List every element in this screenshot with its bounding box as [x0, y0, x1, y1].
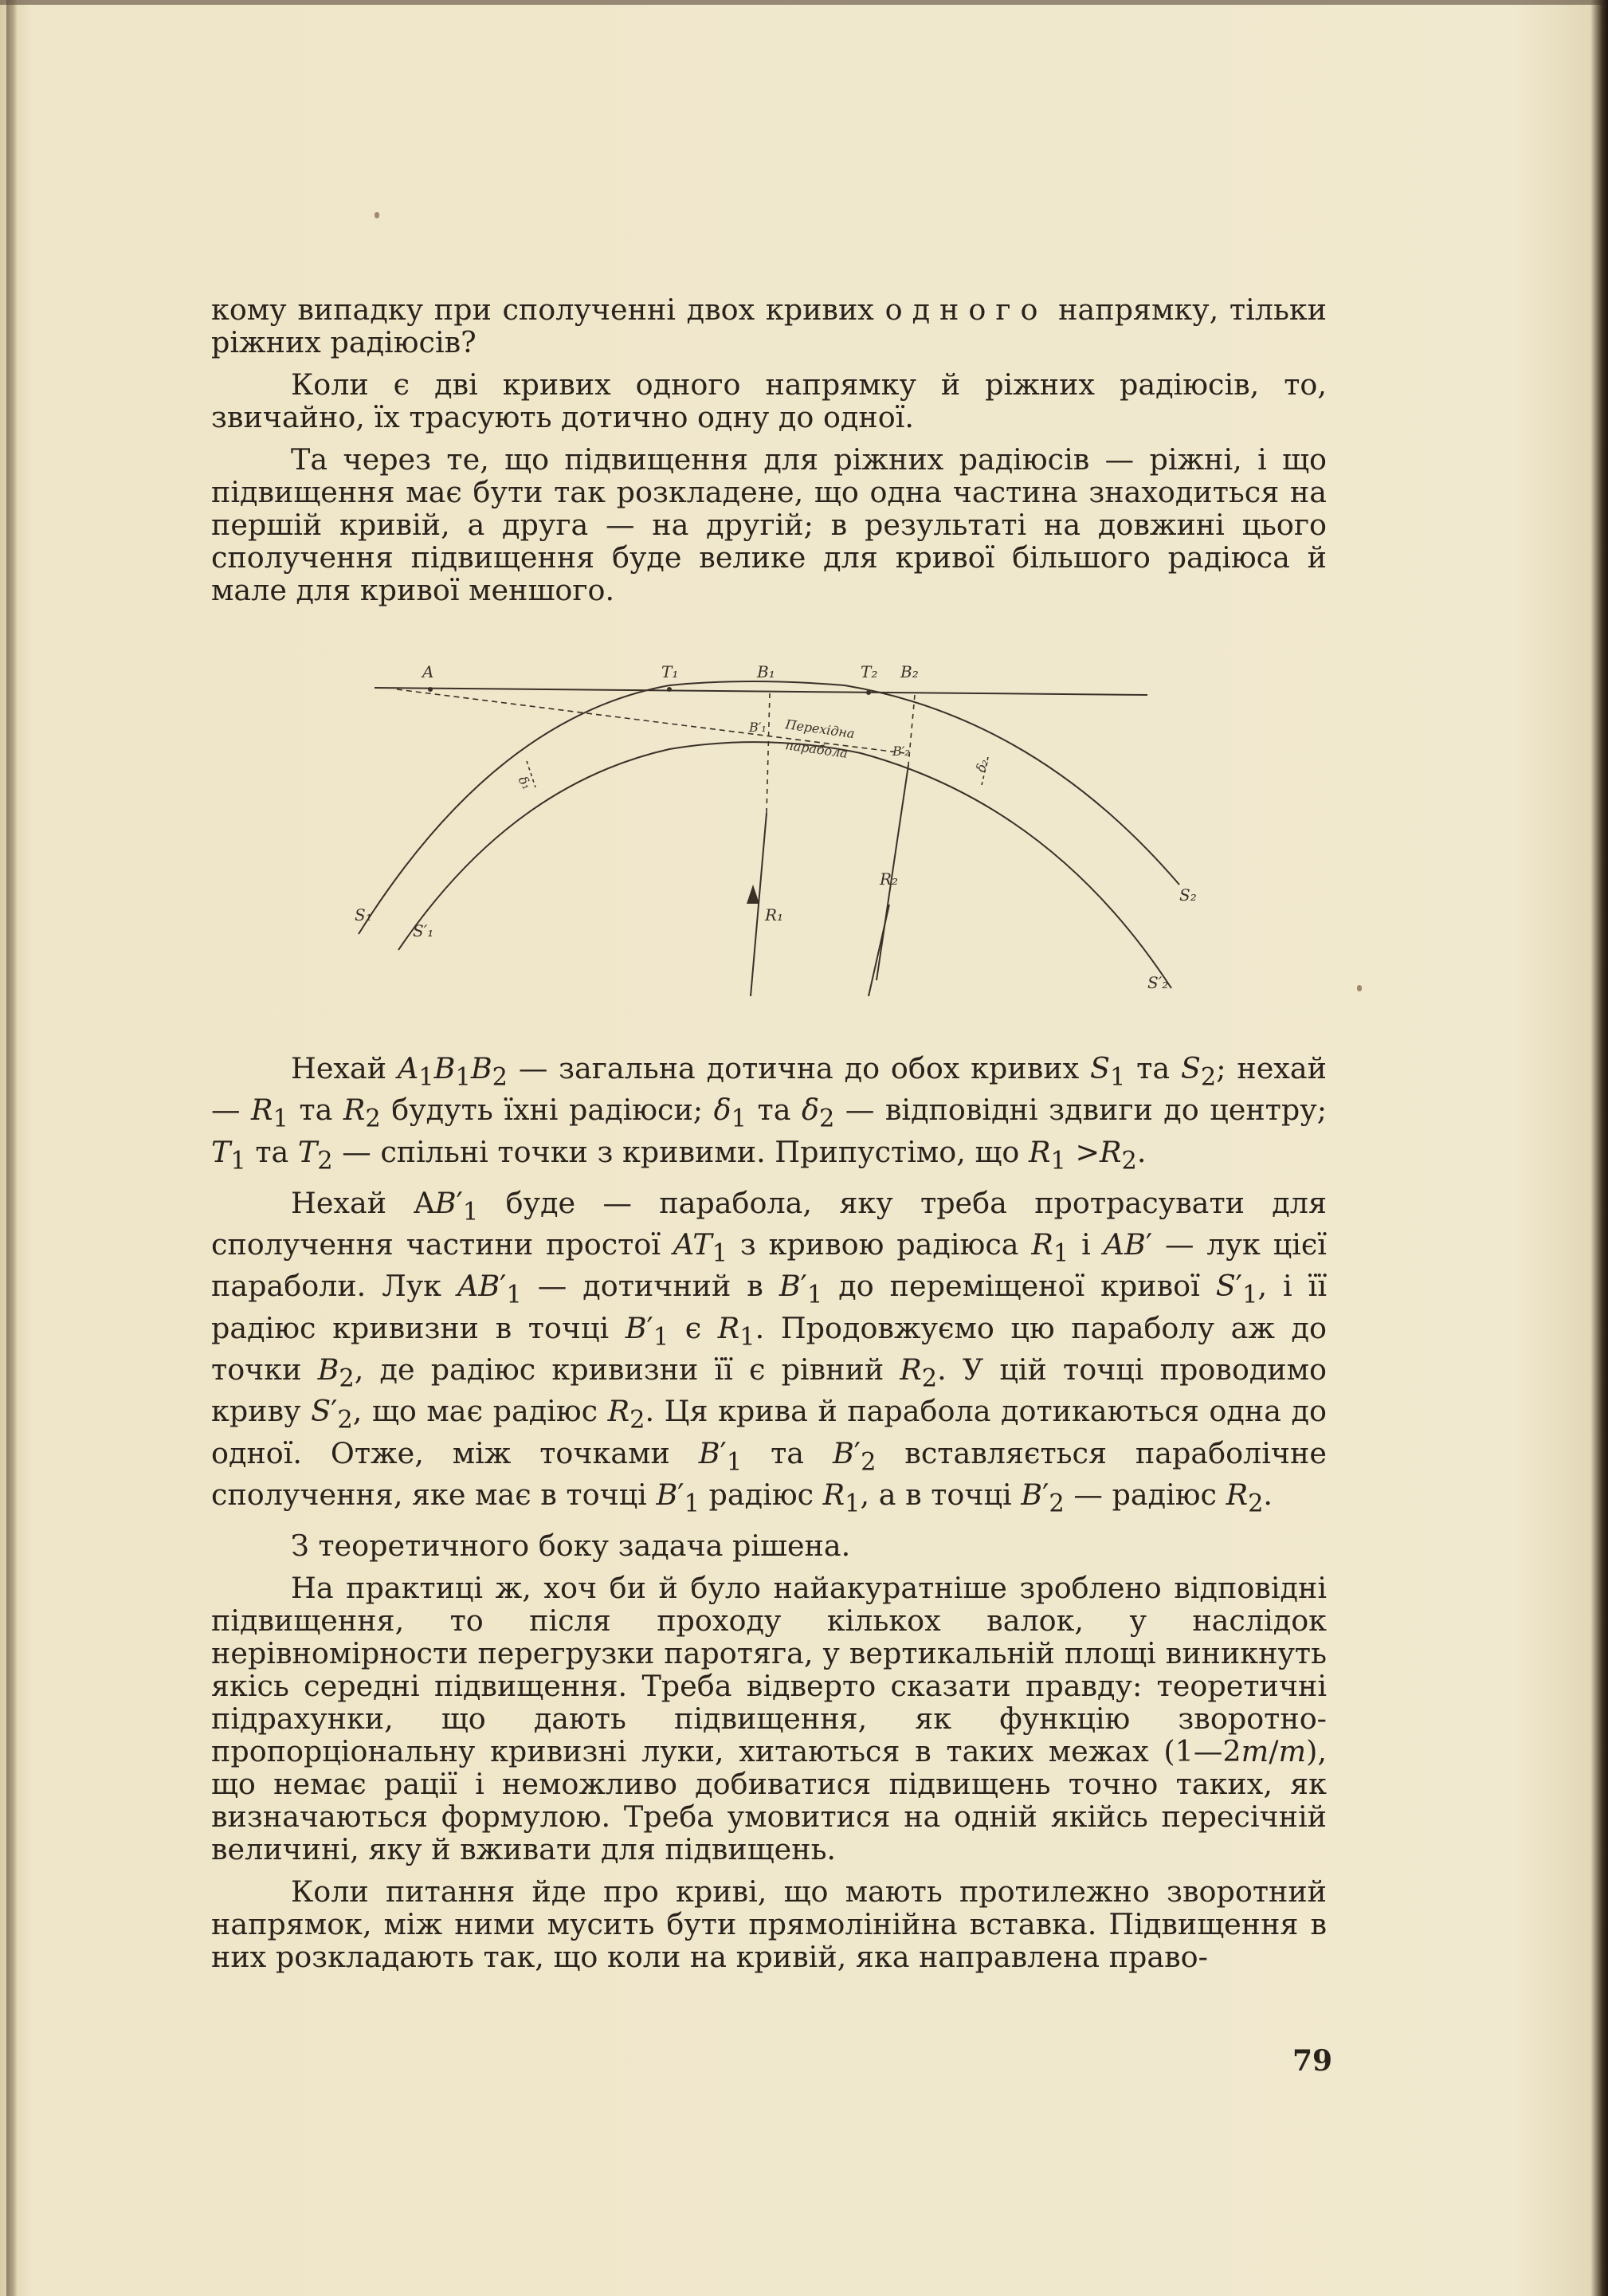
point-t1 [667, 687, 672, 692]
common-tangent-line [375, 688, 1147, 695]
label-r1: R₁ [765, 905, 784, 924]
page-number: 79 [1292, 2044, 1333, 2078]
label-s2p: S′₂ [1147, 973, 1169, 992]
paragraph: Нехай $A_1B_1B_2$ — загальна дотична до обох кривих $S_1$ та $S_2$; нехай — $R_1$ та $R_2$ будуть їхні радіюси; $\delta_1$ та $\delta_2$ — відповідні здвиги до центру; $T_1$ та $T_2$ — спільні точки з кривими. Припустімо, що $R_1 >R_2$. [211, 1051, 1327, 1175]
label-s2: S₂ [1179, 885, 1197, 905]
top-edge [0, 0, 1608, 5]
label-parabola-1: Перехідна [784, 716, 856, 742]
radius-r2-lower [869, 905, 889, 996]
radius-r1-dashed [767, 693, 770, 813]
paragraph: кому випадку при сполученні двох кривих одного напрямку, тільки ріжних радіюсів? [211, 292, 1327, 359]
right-page-edge [1590, 0, 1608, 2296]
paragraph: Та через те, що підвищення для ріжних радіюсів — ріжні, і що підвищення має бути так розкладене, що одна частина знаходиться на першій кривій, а друга — на другій; в результаті на довжині цього сполучення підвищення буде велике для кривої більшого радіюса й мале для кривої меншого. [211, 442, 1327, 607]
label-parabola-2: парабола [784, 737, 849, 761]
point-t2 [866, 690, 871, 695]
diagram-svg [351, 646, 1243, 1020]
curve-s1p-s2p [398, 742, 1171, 988]
point-a [428, 687, 433, 692]
curve-s1-s2 [359, 681, 1179, 934]
label-delta2: δ₂ [972, 756, 992, 775]
label-b2-top: B₂ [900, 662, 919, 681]
paragraph: На практиці ж, хоч би й було найакуратніше зроблено відповідні підвищення, то після проходу кількох валок, у наслідок нерівномірности перегрузки паротяга, у вертикальній площі виникнуть якісь середні підвищення. Треба відверто сказати правду: теоретичні підрахунки, що дають підвищення, як функцію зворотно-пропорціональну кривизні луки, хитаються в таких межах (1—2m/m), що немає рації і неможливо добиватися підвищень точно таких, як визначаються формулою. Треба умовитися на одній якійсь пересічній величині, яку й вживати для підвищень. [211, 1571, 1327, 1867]
paper-speck [375, 212, 379, 218]
label-b1p: B′₁ [749, 720, 767, 735]
paper-speck [1357, 985, 1362, 991]
book-spine-shadow [6, 0, 18, 2296]
label-delta1: δ₁ [515, 773, 535, 792]
paragraph: Нехай $AB'_1$ буде — парабола, яку треба протрасувати для сполучення частини простої $AT_1$ з кривою радіюса $R_1$ і AB′ — лук цієї параболи. Лук $AB'_1$ — дотичний в $B'_1$ до переміщеної кривої $S'_1$, і її радіюс кривизни в точці $B'_1$ є $R_1$. Продовжуємо цю параболу аж до точки $B_2$, де радіюс кривизни її є рівний $R_2$. У цій точці проводимо криву $S'_2$, що має радіюс $R_2$. Ця крива й парабола дотикаються одна до одної. Отже, між точками $B'_1$ та $B'_2$ вставляється параболічне сполучення, яке має в точці $B'_1$ радіюс $R_1$, а в точці $B'_2$ — радіюс $R_2$. [211, 1185, 1328, 1518]
label-r2: R₂ [880, 869, 899, 889]
track-transition-diagram [351, 646, 1243, 1020]
label-s1p: S′₁ [413, 921, 434, 940]
label-t1: T₁ [661, 662, 679, 681]
label-b1-top: B₁ [757, 662, 775, 681]
label-a: A [422, 662, 434, 681]
text-block-top [211, 293, 1327, 616]
text-block-bottom [211, 1052, 1327, 1983]
label-t2: T₂ [861, 662, 878, 681]
radius-arrow [747, 885, 759, 904]
paragraph: Коли питання йде про криві, що мають протилежно зворотний напрямок, між ними мусить бути прямолінійна вставка. Підвищення в них розкладають так, що коли на кривій, яка направлена право- [211, 1874, 1327, 1975]
radius-r1-line [751, 813, 767, 996]
paragraph: Коли є дві кривих одного напрямку й ріжних радіюсів, то, звичайно, їх трасують дотично одну до одної. [211, 367, 1327, 434]
label-s1: S₁ [355, 905, 372, 924]
paragraph: З теоретичного боку задача рішена. [291, 1529, 851, 1564]
label-b2p: B′₂ [892, 744, 910, 759]
